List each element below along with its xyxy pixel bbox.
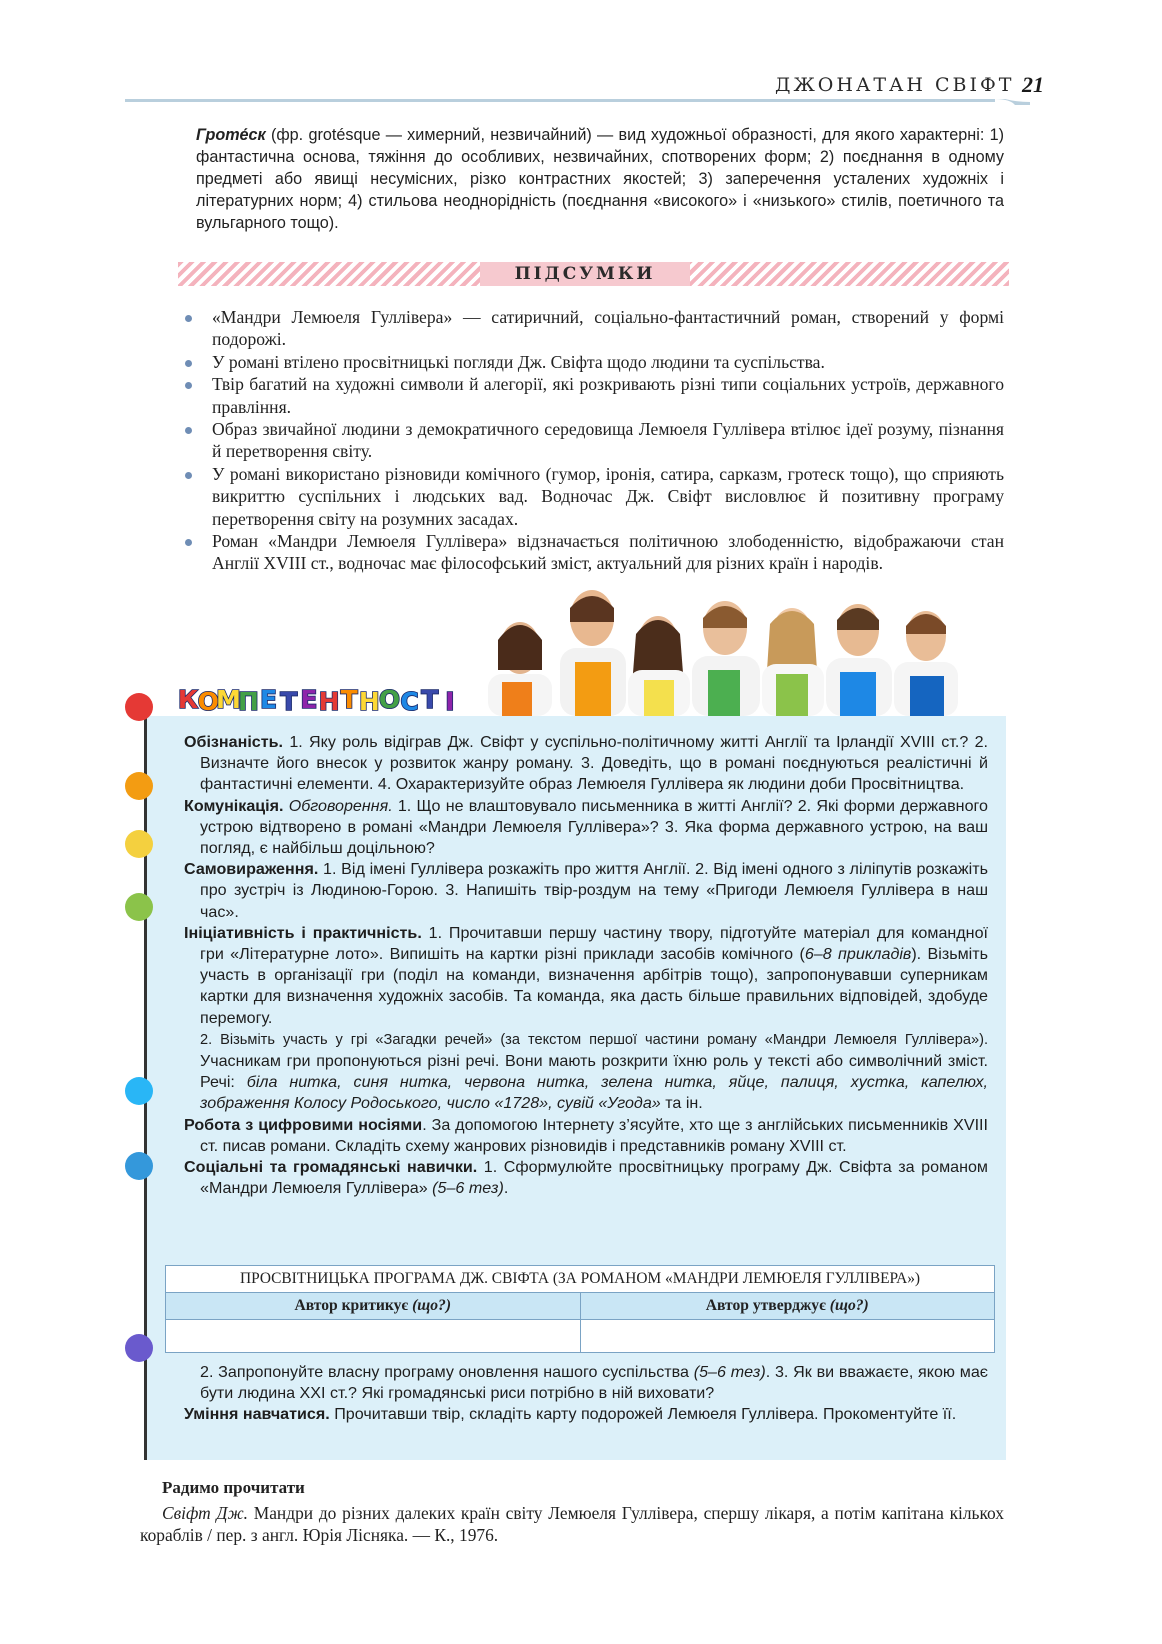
reading-heading: Радимо прочитати bbox=[162, 1478, 305, 1497]
page-number: 21 bbox=[1022, 72, 1044, 97]
summary-item-text: Роман «Мандри Лемюеля Гуллівера» відзначається політичною злободенністю, відображаючи стан Англії XVIII ст., водночас має філософський зміст, актуальний для різних країн і народів. bbox=[212, 531, 1004, 574]
competence-text: біла нитка, синя нитка, червона нитка, зелена нитка, яйце, палиця, хустка, капелюх, зображення Колосу Родоського, число «1728», сувій «Угода» bbox=[200, 1073, 988, 1113]
competences-heading bbox=[178, 678, 460, 718]
competence-marker bbox=[125, 830, 153, 858]
heading-letter: С bbox=[400, 687, 419, 716]
bullet-icon bbox=[185, 427, 192, 434]
competence-text: . 3. Як ви вважаєте, якою має бути людина XXI ст.? Які громадянські риси потрібно в ній виховати? bbox=[200, 1363, 988, 1403]
heading-letter: К bbox=[178, 685, 199, 714]
student-figure bbox=[488, 622, 552, 716]
summary-item bbox=[182, 373, 1004, 418]
competence-text: ). Візьміть участь в організації гри (поділ на команди, визначення арбітрів тощо), запропонувавши суперникам картки для визначення художніх засобів. Та команда, яка дасть більше правильних відповідей, здобуде перемогу. bbox=[200, 945, 988, 1027]
competence-paragraph bbox=[184, 1157, 988, 1199]
table-caption: ПРОСВІТНИЦЬКА ПРОГРАМА ДЖ. СВІФТА (ЗА РОМАНОМ «МАНДРИ ЛЕМЮЕЛЯ ГУЛЛІВЕРА») bbox=[166, 1266, 995, 1293]
bullet-icon bbox=[185, 360, 192, 367]
competences-text-continued bbox=[184, 1362, 988, 1426]
reading-title: Мандри до різних далеких країн світу Лемюеля Гуллівера, спершу лікаря, а потім капітана кількох кораблів / пер. з англ. Юрія Лісняка. — К., 1976. bbox=[140, 1503, 1005, 1546]
competence-text: 2. Візьміть участь у грі «Загадки речей» (за текстом першої частини роману «Мандри Лемюеля Гуллівера»). bbox=[200, 1031, 988, 1048]
running-title: ДЖОНАТАН СВІФТ bbox=[775, 74, 1015, 96]
competence-text: 1. Від імені Гуллівера розкажіть про життя Англії. 2. Від імені одного з ліліпутів розкажіть про зустріч із Людиною-Горою. 3. Напишіть твір-роздум на тему «Пригоди Лемюеля Гуллівера в наш час». bbox=[200, 860, 988, 921]
competence-marker bbox=[125, 772, 153, 800]
competence-paragraph bbox=[184, 1029, 988, 1115]
reading-entry bbox=[140, 1502, 1004, 1547]
program-table bbox=[165, 1265, 995, 1353]
competence-text: (5–6 тез) bbox=[693, 1363, 766, 1381]
competence-text: 1. Що не влаштовувало письменника в житті Англії? 2. Які форми державного устрою відтворено в романі «Мандри Лемюеля Гуллівера»? 3. Яка форма державного устрою, на ваш погляд, є найбільш доцільною? bbox=[200, 796, 988, 858]
grotesque-definition bbox=[196, 124, 1004, 234]
heading-letter: Е bbox=[300, 685, 318, 714]
heading-letter: О bbox=[378, 685, 401, 714]
competence-text: 6–8 прикладів bbox=[804, 945, 912, 964]
table-header-affirms: Автор утверджує (що?) bbox=[580, 1293, 995, 1320]
competence-marker bbox=[125, 1334, 153, 1362]
competence-paragraph bbox=[184, 923, 988, 1029]
competence-title: Робота з цифровими носіями bbox=[184, 1115, 423, 1134]
summary-item-text: У романі використано різновиди комічного (гумор, іронія, сатира, сарказм, гротеск тощо), що сприяють викриттю суспільних і людських вад. Водночас Дж. Свіфт висловлює й позитивну програму перетворення світу на розумних засадах. bbox=[212, 463, 1004, 529]
student-figure bbox=[692, 601, 760, 716]
competences-text bbox=[184, 732, 988, 1199]
competence-title: Обізнаність. bbox=[184, 733, 283, 751]
competence-title: Соціальні та громадянські навички. bbox=[184, 1158, 478, 1177]
competence-paragraph bbox=[184, 732, 988, 796]
competence-text: Прочитавши твір, складіть карту подорожей Лемюеля Гуллівера. Прокоментуйте її. bbox=[329, 1405, 957, 1424]
definition-text: (фр. grotésque — химерний, незвичайний) — вид художньої образності, для якого характерні: 1) фантастична основа, тяжіння до особливих, незвичайних, спотворених форм; 2) поєднання в одному предметі або явищі несумісних, різко контрастних якостей; 3) заперечення усталених художніх і літературних норм; 4) стильова неоднорідність (поєднання «високого» і «низького» стилів, поетичного та вульгарного тощо). bbox=[196, 126, 1004, 232]
reading-author: Свіфт Дж. bbox=[162, 1503, 248, 1523]
heading-letter: П bbox=[238, 687, 259, 716]
summary-item-text: «Мандри Лемюеля Гуллівера» — сатиричний, соціально-фантастичний роман, створений у формі подорожі. bbox=[212, 307, 1004, 350]
student-figure bbox=[826, 604, 892, 716]
header-rule bbox=[125, 99, 1030, 105]
summary-item bbox=[182, 306, 1004, 351]
heading-letter: Т bbox=[280, 687, 298, 716]
summary-item bbox=[182, 418, 1004, 463]
table-header-criticizes: Автор критикує (що?) bbox=[166, 1293, 581, 1320]
competence-text: Учасникам гри пропонуються різні речі. Вони мають розкрити їхню роль у тексті або символічний зміст. Речі: bbox=[200, 1052, 988, 1092]
heading-letter: Т bbox=[421, 685, 439, 714]
student-figure bbox=[894, 611, 958, 716]
bullet-icon bbox=[185, 539, 192, 546]
competence-marker bbox=[125, 1077, 153, 1105]
competence-text: . bbox=[503, 1179, 509, 1198]
student-figure bbox=[560, 590, 626, 716]
summary-list bbox=[182, 306, 1004, 575]
heading-letter: О bbox=[197, 687, 219, 716]
competence-text: 1. Прочитавши першу частину твору, підготуйте матеріал для командної гри «Літературне лото». Випишіть на картки різні приклади засобів комічного ( bbox=[200, 923, 988, 964]
heading-letter: Н bbox=[318, 687, 340, 716]
competence-text: 1. Сформулюйте просвітницьку програму Дж. Свіфта за романом «Мандри Лемюеля Гуллівера» bbox=[200, 1158, 988, 1198]
competence-title: Ініціативність і практичність. bbox=[184, 923, 422, 942]
bullet-icon bbox=[185, 315, 192, 322]
competence-paragraph bbox=[184, 859, 988, 923]
heading-letter: М bbox=[215, 685, 241, 714]
competence-text: 1. Яку роль відіграв Дж. Свіфт у суспільно-політичному житті Англії та Ірландії XVIII ст.? 2. Визначте його внесок у розвиток жанру роману. 3. Доведіть, що в романі поєднуються реалістичні й фантастичні елементи. 4. Охарактеризуйте образ Лемюеля Гуллівера як людини доби Просвітництва. bbox=[200, 733, 988, 794]
competence-title: Самовираження. bbox=[184, 860, 319, 879]
competence-paragraph bbox=[184, 1362, 988, 1404]
student-figure bbox=[762, 608, 824, 716]
heading-letter: Е bbox=[260, 685, 278, 714]
heading-letter: Т bbox=[340, 685, 358, 714]
heading-letter: І bbox=[445, 687, 455, 716]
competence-text: Обговорення. bbox=[288, 796, 393, 815]
competence-marker bbox=[125, 1152, 153, 1180]
competence-text: та ін. bbox=[660, 1094, 703, 1113]
table-cell bbox=[580, 1320, 995, 1353]
summary-item bbox=[182, 530, 1004, 575]
competence-paragraph bbox=[184, 1115, 988, 1157]
competence-text: (5–6 тез) bbox=[432, 1179, 504, 1198]
heading-letter: Н bbox=[358, 687, 380, 716]
competence-marker bbox=[125, 693, 153, 721]
summary-item bbox=[182, 463, 1004, 530]
competence-text: . За допомогою Інтернету з’ясуйте, хто ще з англійських письменників XVIII ст. писав романи. Складіть схему жанрових різновидів і представників роману XVIII ст. bbox=[200, 1115, 988, 1155]
student-figure bbox=[628, 616, 690, 716]
summary-title: ПІДСУМКИ bbox=[480, 262, 690, 286]
competence-title: Уміння навчатися. bbox=[184, 1405, 330, 1424]
table-cell bbox=[166, 1320, 581, 1353]
bullet-icon bbox=[185, 382, 192, 389]
competence-title: Комунікація. bbox=[184, 796, 284, 815]
summary-item-text: Образ звичайної людини з демократичного середовища Лемюеля Гуллівера втілює ідеї розуму, пізнання й перетворення світу. bbox=[212, 419, 1004, 462]
competence-text: 2. Запропонуйте власну програму оновлення нашого суспільства bbox=[200, 1363, 694, 1381]
competence-paragraph bbox=[184, 1404, 988, 1425]
competence-paragraph bbox=[184, 796, 988, 860]
students-photo bbox=[480, 590, 1000, 716]
summary-item-text: У романі втілено просвітницькі погляди Дж. Свіфта щодо людини та суспільства. bbox=[212, 351, 825, 372]
competence-marker bbox=[125, 893, 153, 921]
summary-item-text: Твір багатий на художні символи й алегорії, які розкривають різні типи соціальних устроїв, державного правління. bbox=[212, 374, 1004, 417]
definition-term: Гроте́ск bbox=[196, 126, 266, 144]
bullet-icon bbox=[185, 472, 192, 479]
summary-item bbox=[182, 351, 1004, 373]
